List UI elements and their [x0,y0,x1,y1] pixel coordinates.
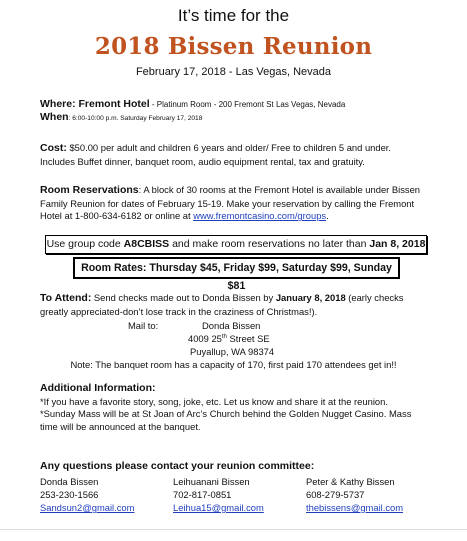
mail-to-label: Mail to: [128,320,159,331]
additional-line-2: *Sunday Mass will be at St Joan of Arc’s Church behind the Golden Nugget Casino. Mass time will be announced at the banquet. [40,408,412,432]
attend-label: To Attend: [40,292,92,304]
reunion-title: 2018 Bissen Reunion [94,33,373,60]
contact-donda [40,475,134,514]
reservations-paragraph: Room Reservations: A block of 30 rooms at the Fremont Hotel is available under Bissen Family Reunion for dates of February 15-19. Make your reservation by calling the Fremont Hotel at 1-800-634-6182 or online at www.fremontcasino.com/groups. [40,184,421,222]
fremont-groups-link[interactable]: www.fremontcasino.com/groups [193,210,327,222]
additional-info [40,382,428,433]
where-detail: - Platinum Room - 200 Fremont St Las Vegas, Nevada [149,100,346,109]
contact-email-link[interactable]: Leihua15@gmail.com [173,502,264,513]
contact-name: Leihuanani Bissen [173,476,250,487]
contacts-heading: Any questions please contact your reunion committee: [40,460,315,472]
contact-email-link[interactable]: Sandsun2@gmail.com [40,502,135,513]
cost-label: Cost: [40,142,67,154]
attend-deadline: January 8, 2018 [275,292,346,303]
when-label: When [40,111,69,123]
cost-text: $50.00 per adult and children 6 years and older/ Free to children 5 and under. Includes Buffet dinner, banquet room, audio equipment rental, tax and gratuity. [40,142,392,167]
where-line [40,98,428,112]
group-code-box: Use group code A8CBISS and make room reservations no later than Jan 8, 2018 [45,235,427,254]
capacity-note: Note: The banquet room has a capacity of 170, first paid 170 attendees get in!! [70,359,397,370]
group-code: A8CBISS [123,238,170,250]
reservations-text: : A block of 30 rooms at the Fremont Hotel is available under Bissen Family Reunion for dates of February 15-19. Make your reservation by calling the Fremont Hotel at 1-800-634-6182 or online at [40,184,421,222]
page-edge-divider [0,529,467,530]
reservations-label: Room Reservations [40,184,139,196]
room-rates-box: Room Rates: Thursday $45, Friday $99, Saturday $99, Sunday $81 [73,257,400,279]
cost-paragraph [40,142,428,168]
contact-peter-kathy [306,475,403,514]
additional-line-1: *If you have a favorite story, song, joke, etc. Let us know and share it at the reunion. [40,395,388,407]
when-detail: : 6:00-10:00 p.m. Saturday February 17, 2018 [68,115,203,122]
contact-phone: 608-279-5737 [306,489,365,500]
contact-phone: 702-817-0851 [173,489,232,500]
mail-name: Donda Bissen [202,320,261,331]
contact-leihuanani [173,475,264,514]
additional-heading: Additional Information: [40,382,156,394]
contact-name: Peter & Kathy Bissen [306,476,395,487]
contact-name: Donda Bissen [40,476,99,487]
mail-street: 4009 25th Street SE [188,333,270,344]
intro-line: It’s time for the [177,6,290,25]
contact-email-link[interactable]: thebissens@gmail.com [306,502,404,513]
attend-paragraph: To Attend: Send checks made out to Donda Bissen by January 8, 2018 (early checks greatly appreciated-don’t lose track in the craziness of Christmas!). [40,292,404,317]
where-label: Where: Fremont Hotel [40,98,150,110]
contact-phone: 253-230-1566 [40,489,99,500]
when-line [40,111,428,125]
mailing-address [40,320,428,359]
reservation-deadline: Jan 8, 2018 [369,238,426,250]
mail-city: Puyallup, WA 98374 [190,346,275,357]
event-dateline: February 17, 2018 - Las Vegas, Nevada [135,66,332,78]
